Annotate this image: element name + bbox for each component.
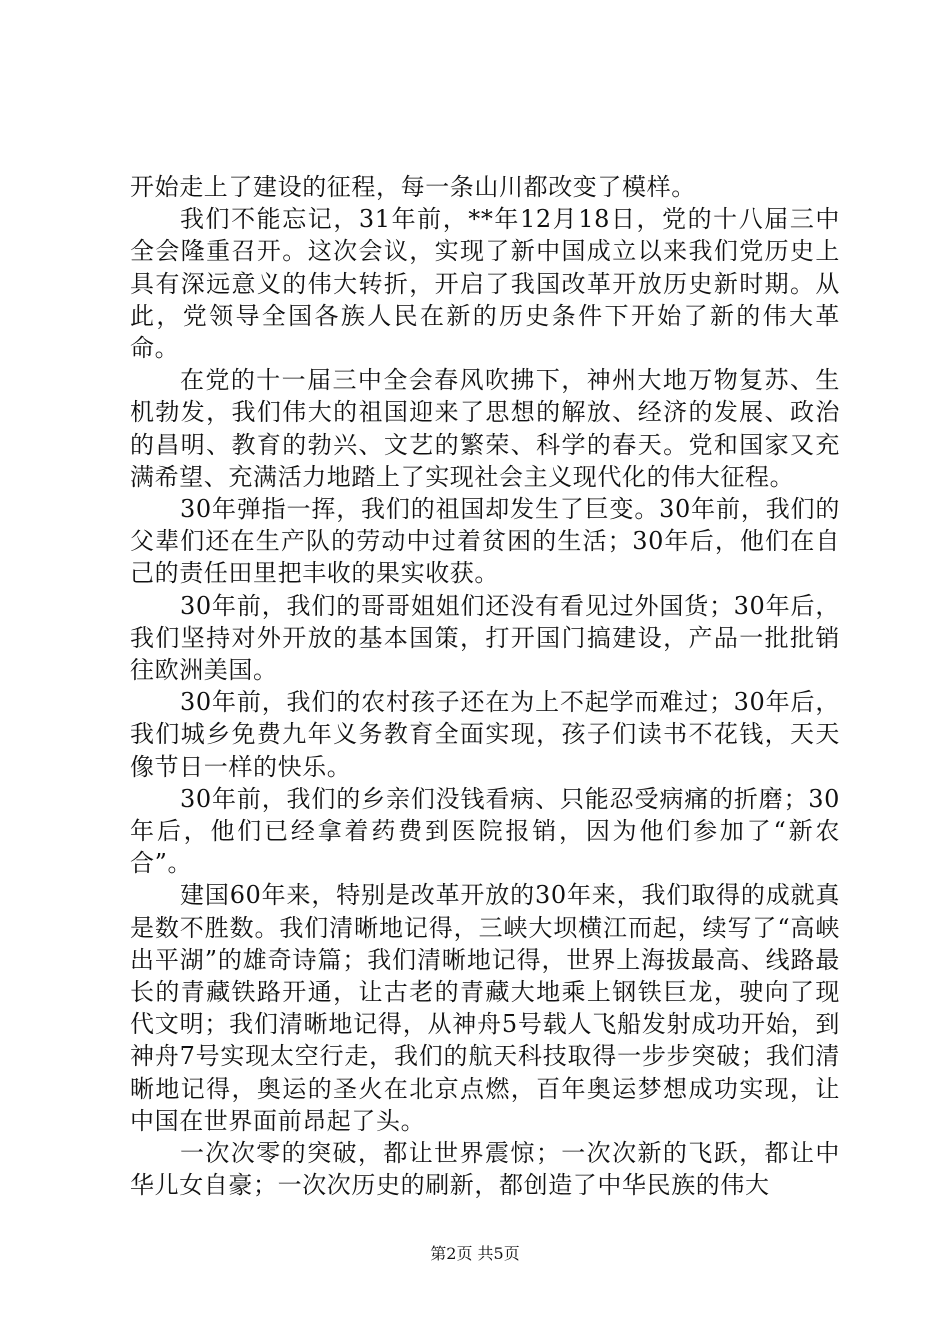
paragraph-9: 一次次零的突破，都让世界震惊；一次次新的飞跃，都让中华儿女自豪；一次次历史的刷新，都创造了中华民族的伟大 <box>130 1139 840 1200</box>
paragraph-4: 30年弹指一挥，我们的祖国却发生了巨变。30年前，我们的父辈们还在生产队的劳动中过着贫困的生活；30年后，他们在自己的责任田里把丰收的果实收获。 <box>130 495 840 588</box>
paragraph-1: 开始走上了建设的征程，每一条山川都改变了模样。 <box>130 173 696 201</box>
paragraph-8: 建国60年来，特别是改革开放的30年来，我们取得的成就真是数不胜数。我们清晰地记得，三峡大坝横江而起，续写了“高峡出平湖”的雄奇诗篇；我们清晰地记得，世界上海拔最高、线路最长的青藏铁路开通，让古老的青藏大地乘上钢铁巨龙，驶向了现代文明；我们清晰地记得，从神舟5号载人飞船发射成功开始，到神舟7号实现太空行走，我们的航天科技取得一步步突破；我们清晰地记得，奥运的圣火在北京点燃，百年奥运梦想成功实现，让中国在世界面前昂起了头。 <box>130 881 840 1135</box>
paragraph-5: 30年前，我们的哥哥姐姐们还没有看见过外国货；30年后，我们坚持对外开放的基本国策，打开国门搞建设，产品一批批销往欧洲美国。 <box>130 591 840 685</box>
paragraph-7: 30年前，我们的乡亲们没钱看病、只能忍受病痛的折磨；30年后，他们已经拿着药费到医院报销，因为他们参加了“新农合”。 <box>130 784 840 878</box>
paragraph-3: 在党的十一届三中全会春风吹拂下，神州大地万物复苏、生机勃发，我们伟大的祖国迎来了思想的解放、经济的发展、政治的昌明、教育的勃兴、文艺的繁荣、科学的春天。党和国家又充满希望、充满活力地踏上了实现社会主义现代化的伟大征程。 <box>130 366 840 491</box>
page-number-footer: 第2页 共5页 <box>430 1244 520 1263</box>
paragraph-6: 30年前，我们的农村孩子还在为上不起学而难过；30年后，我们城乡免费九年义务教育全面实现，孩子们读书不花钱，天天像节日一样的快乐。 <box>130 688 840 781</box>
paragraph-2: 我们不能忘记，31年前，**年12月18日，党的十八届三中全会隆重召开。这次会议，实现了新中国成立以来我们党历史上具有深远意义的伟大转折，开启了我国改革开放历史新时期。从此，党领导全国各族人民在新的历史条件下开始了新的伟大革命。 <box>130 205 840 363</box>
document-body <box>130 171 840 1202</box>
